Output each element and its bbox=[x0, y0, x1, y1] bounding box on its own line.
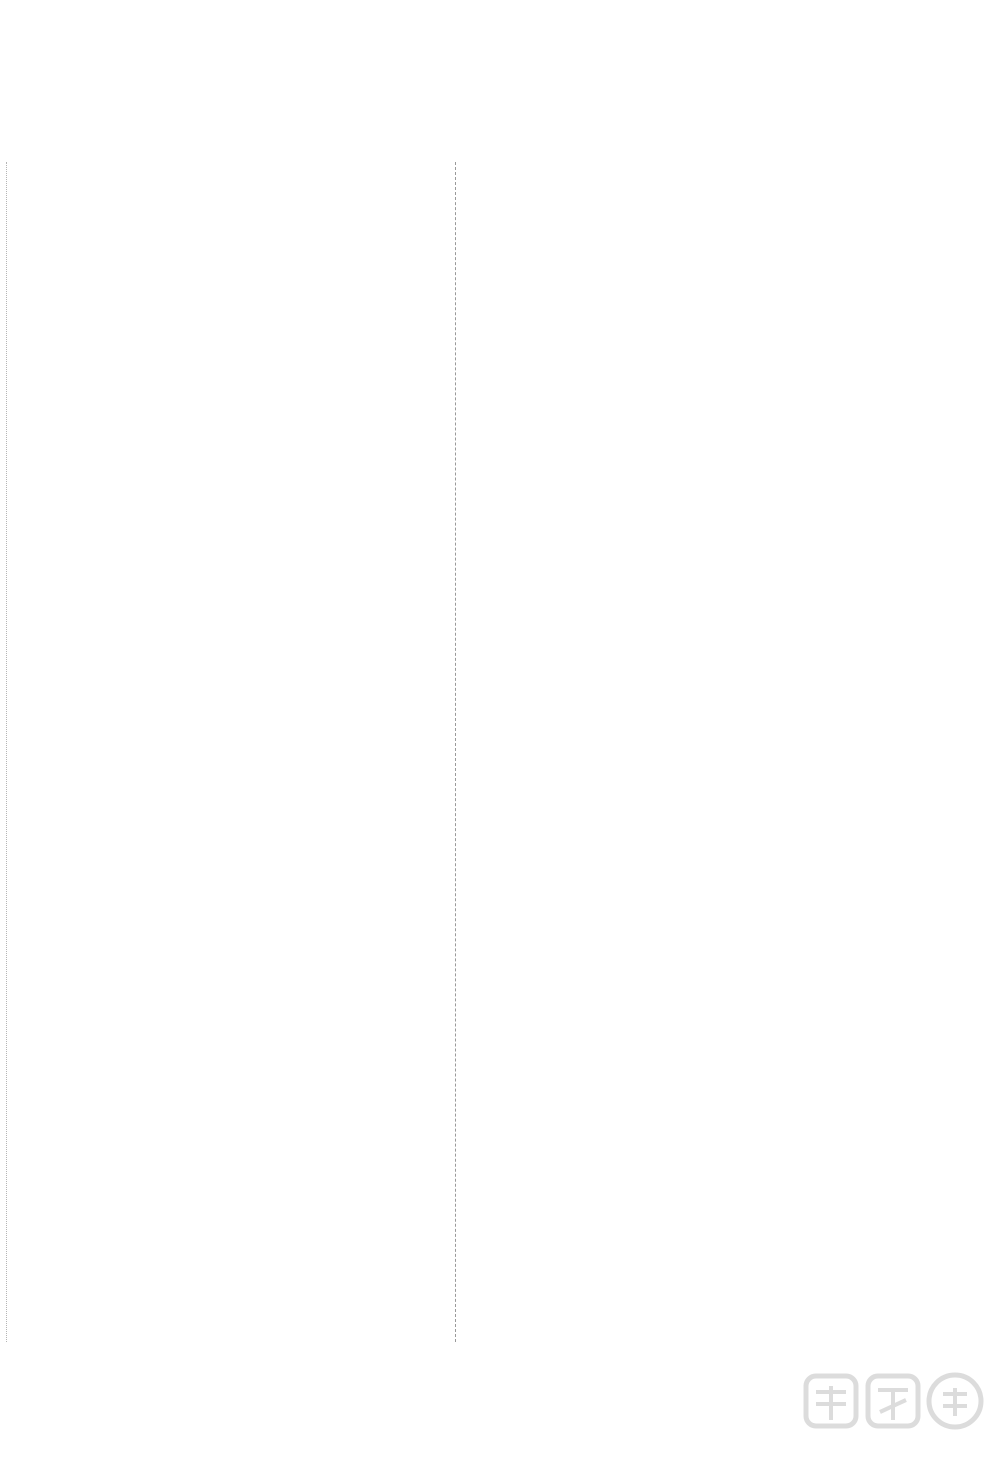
part-1-label bbox=[20, 237, 448, 264]
left-column bbox=[20, 161, 448, 291]
watermark-logo-icon bbox=[800, 1368, 990, 1438]
part-4-label bbox=[467, 270, 887, 297]
part-2-greeting bbox=[467, 188, 887, 215]
part-3-label bbox=[467, 215, 887, 242]
part-1-title bbox=[20, 264, 448, 291]
watermark bbox=[800, 1368, 990, 1468]
section-12-title bbox=[20, 199, 448, 237]
part-4-title bbox=[467, 297, 887, 324]
section-11-title bbox=[20, 161, 448, 199]
part-3-title bbox=[467, 243, 887, 270]
margin-dotted-line bbox=[6, 162, 7, 1342]
column-divider bbox=[455, 162, 456, 1342]
part-2-label bbox=[467, 161, 887, 188]
right-column bbox=[467, 161, 887, 324]
